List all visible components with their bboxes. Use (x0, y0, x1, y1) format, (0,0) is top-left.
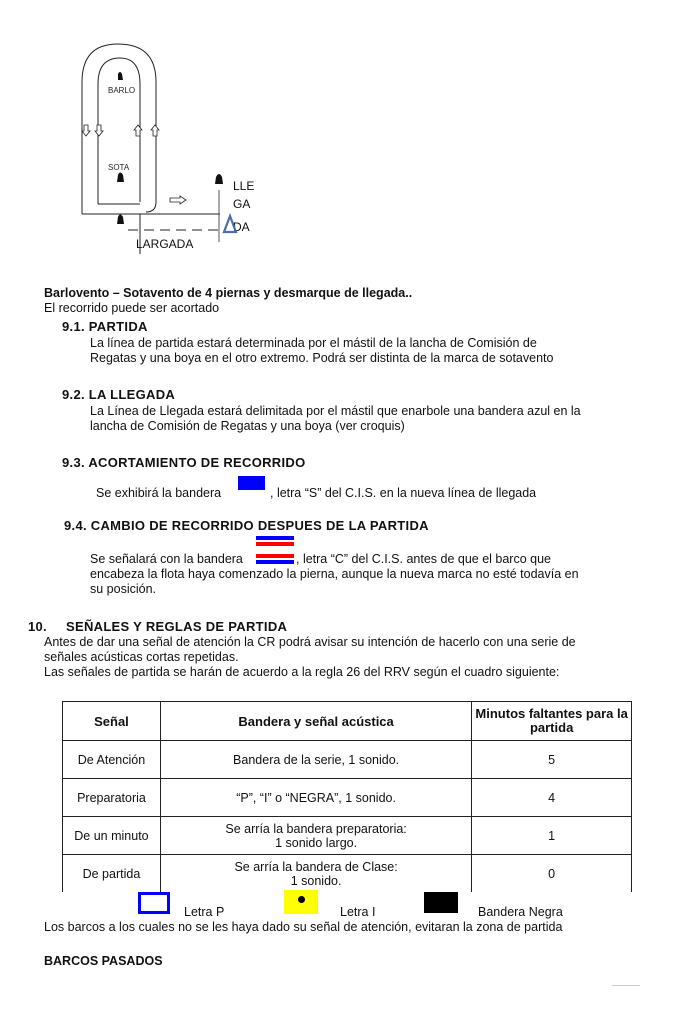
table-cell-line: Se arría la bandera preparatoria: (225, 821, 407, 836)
table-row (63, 817, 632, 855)
course-diagram (70, 42, 270, 257)
table-cell: Bandera de la serie, 1 sonido. (160, 741, 471, 779)
divider (612, 985, 640, 986)
table-cell: De un minuto (63, 817, 161, 855)
flag-i-icon (284, 890, 318, 914)
svg-text:BARLO: BARLO (108, 86, 136, 95)
section-10-line3: Las señales de partida se harán de acuerdo a la regla 26 del RRV según el cuadro siguiente: (44, 665, 560, 679)
windward-buoy-icon (118, 72, 123, 80)
table-cell: 4 (472, 779, 632, 817)
svg-text:GA: GA (233, 197, 251, 211)
table-row (63, 741, 632, 779)
svg-text:DA: DA (233, 220, 250, 234)
table-cell: Preparatoria (63, 779, 161, 817)
flag-i-dot-icon (298, 896, 305, 903)
leeward-buoy-icon (117, 173, 124, 183)
table-cell (160, 855, 471, 893)
table-cell: 0 (472, 855, 632, 893)
section-10-heading: SEÑALES Y REGLAS DE PARTIDA (66, 619, 288, 634)
section-10-line2: señales acústicas cortas repetidas. (44, 650, 239, 664)
svg-text:LARGADA: LARGADA (136, 237, 194, 251)
table-header: Minutos faltantes para la partida (472, 702, 632, 741)
table-cell-line: Se arría la bandera de Clase: (234, 859, 398, 874)
section-9-3-heading: 9.3. ACORTAMIENTO DE RECORRIDO (62, 455, 306, 470)
after-table-note: Los barcos a los cuales no se les haya dado su señal de atención, evitaran la zona de partida (44, 920, 563, 934)
section-9-1-heading: 9.1. PARTIDA (62, 319, 148, 334)
section-9-3-text-after: , letra “S” del C.I.S. en la nueva línea de llegada (270, 486, 537, 500)
section-10-line1: Antes de dar una señal de atención la CR podrá avisar su intención de hacerlo con una serie de (44, 635, 576, 649)
table-header-row (63, 702, 632, 741)
legend-letra-p: Letra P (184, 905, 225, 919)
flag-p-icon (138, 892, 170, 914)
table-cell: De partida (63, 855, 161, 893)
table-cell (160, 817, 471, 855)
flag-c-icon (256, 536, 294, 564)
section-9-4-line2: encabeza la flota haya comenzado la pierna, aunque la nueva marca no esté todavía en (90, 567, 579, 581)
start-signals-table (62, 701, 632, 892)
section-9-3-text-before: Se exhibirá la bandera (96, 486, 222, 500)
course-title: Barlovento – Sotavento de 4 piernas y desmarque de llegada.. (44, 286, 413, 300)
section-9-4-text-before: Se señalará con la bandera (90, 552, 243, 566)
start-buoy-icon (117, 215, 124, 225)
section-9-4-line3: su posición. (90, 582, 157, 596)
course-outer-path (82, 44, 156, 212)
table-header: Bandera y señal acústica (160, 702, 471, 741)
table-cell: 1 (472, 817, 632, 855)
svg-text:SOTA: SOTA (108, 163, 130, 172)
table-row (63, 779, 632, 817)
course-note: El recorrido puede ser acortado (44, 301, 220, 315)
svg-text:LLE: LLE (233, 179, 255, 193)
section-9-2-line1: La Línea de Llegada estará delimitada por el mástil que enarbole una bandera azul en la (90, 404, 581, 418)
barcos-pasados-heading: BARCOS PASADOS (44, 954, 163, 968)
table-cell-line: 1 sonido largo. (275, 835, 358, 850)
legend-bandera-negra: Bandera Negra (478, 905, 563, 919)
section-9-1-line2: Regatas y una boya en el otro extremo. Podrá ser distinta de la marca de sotavento (90, 351, 554, 365)
section-9-4-text-after: , letra “C” del C.I.S. antes de que el barco que (296, 552, 551, 566)
table-row (63, 855, 632, 893)
legend-letra-i: Letra I (340, 905, 376, 919)
table-cell: De Atención (63, 741, 161, 779)
finish-buoy-icon (215, 174, 223, 184)
table-cell-line: 1 sonido. (290, 873, 342, 888)
section-9-2-heading: 9.2. LA LLEGADA (62, 387, 176, 402)
section-9-1-line1: La línea de partida estará determinada por el mástil de la lancha de Comisión de (90, 336, 537, 350)
table-cell: 5 (472, 741, 632, 779)
section-10-number: 10. (28, 619, 47, 634)
section-9-2-line2: lancha de Comisión de Regatas y una boya (ver croquis) (90, 419, 405, 433)
section-9-4-heading: 9.4. CAMBIO DE RECORRIDO DESPUES DE LA PARTIDA (64, 518, 429, 533)
table-header: Señal (63, 702, 161, 741)
flag-black-icon (424, 892, 458, 913)
table-cell: “P”, “I” o “NEGRA”, 1 sonido. (160, 779, 471, 817)
flag-s-blue (238, 476, 265, 490)
